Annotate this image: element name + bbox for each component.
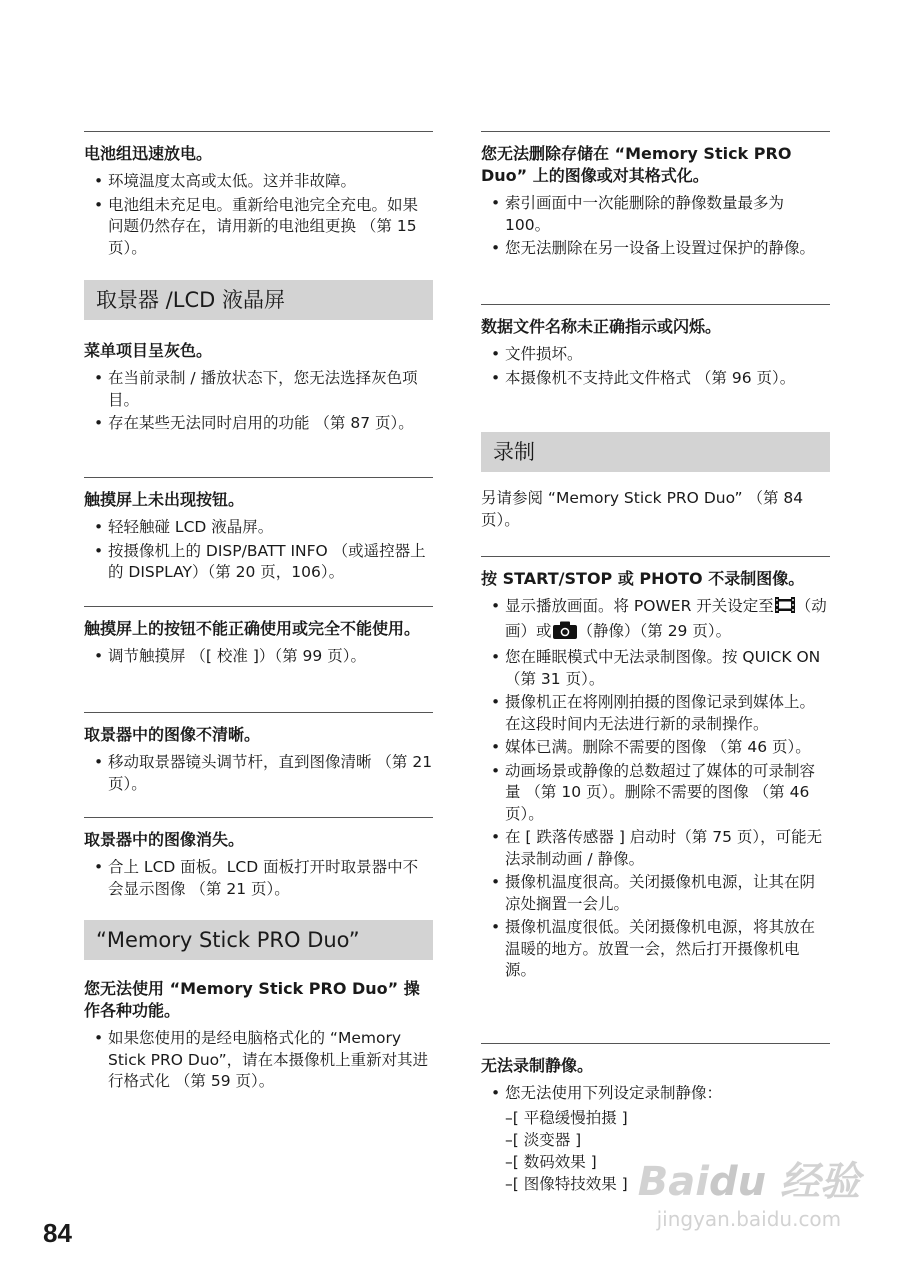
- item-text: （动画）或: [505, 597, 827, 640]
- content-block: [84, 477, 433, 586]
- item-text: 您无法使用下列设定录制静像：: [505, 1084, 723, 1102]
- bullet-icon: •: [491, 873, 501, 891]
- bullet-icon: •: [94, 172, 104, 190]
- list-item: [84, 368, 433, 411]
- divider: [84, 131, 433, 132]
- page-number: 84: [43, 1218, 72, 1248]
- content-block: [481, 131, 830, 262]
- list-item: [481, 692, 830, 735]
- item-text: 您在睡眠模式中无法录制图像。按 QUICK ON （第 31 页）。: [505, 648, 821, 688]
- divider: [481, 304, 830, 305]
- issue-heading: 您无法删除存储在 “Memory Stick PRO Duo” 上的图像或对其格式化。: [481, 144, 792, 185]
- paragraph: 另请参阅 “Memory Stick PRO Duo” （第 84 页）。: [481, 489, 804, 529]
- item-text: 显示播放画面。将 POWER 开关设定至: [505, 597, 774, 615]
- section-title-band: “Memory Stick PRO Duo”: [84, 920, 433, 960]
- bullet-icon: •: [491, 693, 501, 711]
- issue-heading: 触摸屏上的按钮不能正确使用或完全不能使用。: [84, 619, 421, 638]
- watermark-url: jingyan.baidu.com: [656, 1207, 842, 1231]
- divider: [481, 556, 830, 557]
- bullet-icon: •: [491, 368, 501, 387]
- content-block: [84, 978, 433, 1095]
- bullet-icon: •: [491, 1084, 501, 1102]
- sub-item: –[ 数码效果 ]: [505, 1152, 597, 1171]
- section-title-band: 录制: [481, 432, 830, 472]
- bullet-icon: •: [94, 753, 104, 771]
- issue-heading: 触摸屏上未出现按钮。: [84, 490, 245, 509]
- item-text: 摄像机温度很高。关闭摄像机电源，让其在阴凉处搁置一会儿。: [505, 873, 816, 913]
- bullet-icon: •: [491, 648, 501, 666]
- content-block: [84, 340, 433, 437]
- list-item: [84, 171, 433, 193]
- item-text: 在 [ 跌落传感器 ] 启动时（第 75 页），可能无法录制动画 / 静像。: [505, 828, 823, 868]
- content-block: [84, 280, 433, 320]
- bullet-icon: •: [94, 541, 104, 560]
- list-item: [481, 647, 830, 690]
- divider: [84, 712, 433, 713]
- item-text: 摄像机温度很低。关闭摄像机电源，将其放在温暖的地方。放置一会，然后打开摄像机电源。: [505, 918, 816, 979]
- content-block: [84, 131, 433, 261]
- item-text: 按摄像机上的 DISP/BATT INFO （或遥控器上的 DISPLAY）（第 20 页，106）。: [108, 541, 426, 581]
- item-text: 索引画面中一次能删除的静像数量最多为 100。: [505, 194, 785, 234]
- list-item: [84, 646, 433, 668]
- item-text: 存在某些无法同时启用的功能 （第 87 页）。: [108, 414, 414, 432]
- bullet-icon: •: [94, 414, 104, 432]
- bullet-list: [84, 368, 433, 435]
- list-item: [481, 238, 830, 260]
- camera-mode-icon: [553, 621, 577, 646]
- item-text: 环境温度太高或太低。这并非故障。: [108, 172, 357, 190]
- item-text: 本摄像机不支持此文件格式 （第 96 页）。: [505, 368, 796, 387]
- bullet-icon: •: [94, 858, 104, 876]
- bullet-icon: •: [491, 828, 501, 846]
- content-block: [84, 712, 433, 797]
- bullet-icon: •: [94, 1029, 104, 1047]
- bullet-list: [84, 517, 433, 584]
- issue-heading: 电池组迅速放电。: [84, 144, 213, 163]
- sub-item: –[ 图像特技效果 ]: [505, 1174, 628, 1193]
- bullet-list: [84, 646, 433, 668]
- item-text: 移动取景器镜头调节杆，直到图像清晰 （第 21 页）。: [108, 753, 433, 793]
- list-item: [481, 761, 830, 826]
- bullet-icon: •: [94, 647, 104, 665]
- bullet-list: [84, 171, 433, 259]
- divider: [84, 817, 433, 818]
- item-text: 调节触摸屏 （[ 校准 ]）（第 99 页）。: [108, 647, 366, 665]
- list-item: [481, 737, 830, 759]
- issue-heading: 取景器中的图像消失。: [84, 830, 245, 849]
- section-title-band: 取景器 /LCD 液晶屏: [84, 280, 433, 320]
- bullet-list: [481, 193, 830, 260]
- item-text: 电池组未充足电。重新给电池完全充电。如果问题仍然存在，请用新的电池组更换 （第 15 页）。: [108, 195, 419, 257]
- divider: [84, 477, 433, 478]
- list-item: [84, 752, 433, 795]
- list-item: [84, 195, 433, 260]
- bullet-icon: •: [491, 761, 501, 780]
- item-text: 文件损坏。: [505, 345, 583, 363]
- list-item: [84, 1028, 433, 1093]
- issue-heading: 按 START/STOP 或 PHOTO 不录制图像。: [481, 569, 805, 588]
- bullet-icon: •: [491, 597, 501, 615]
- item-text: 摄像机正在将刚刚拍摄的图像记录到媒体上。在这段时间内无法进行新的录制操作。: [505, 693, 816, 733]
- bullet-list: [84, 752, 433, 795]
- issue-heading: 您无法使用 “Memory Stick PRO Duo” 操作各种功能。: [84, 979, 420, 1020]
- divider: [481, 1043, 830, 1044]
- item-text: 轻轻触碰 LCD 液晶屏。: [108, 518, 274, 536]
- bullet-icon: •: [491, 239, 501, 257]
- bullet-list: [84, 1028, 433, 1093]
- content-block: [84, 817, 433, 902]
- bullet-icon: •: [491, 738, 501, 756]
- content-block: [84, 606, 433, 670]
- bullet-icon: •: [94, 518, 104, 536]
- list-item: [481, 872, 830, 915]
- issue-heading: 取景器中的图像不清晰。: [84, 725, 261, 744]
- bullet-icon: •: [94, 195, 104, 214]
- sub-item: –[ 平稳缓慢拍摄 ]: [505, 1108, 628, 1127]
- content-block: [84, 920, 433, 960]
- item-text: （静像）（第 29 页）。: [577, 621, 732, 640]
- list-item: [481, 344, 830, 366]
- item-text: 如果您使用的是经电脑格式化的 “Memory Stick PRO Duo”，请在本摄像机上重新对其进行格式化 （第 59 页）。: [108, 1029, 429, 1090]
- divider: [84, 606, 433, 607]
- bullet-icon: •: [491, 345, 501, 363]
- bullet-list: [481, 344, 830, 389]
- item-text: 在当前录制 / 播放状态下，您无法选择灰色项目。: [108, 369, 418, 409]
- issue-heading: 数据文件名称未正确指示或闪烁。: [481, 317, 722, 336]
- bullet-list: [481, 596, 830, 982]
- list-item: [481, 193, 830, 236]
- bullet-list: [84, 857, 433, 900]
- content-block: [481, 432, 830, 472]
- bullet-list: [481, 1083, 830, 1105]
- issue-heading: 无法录制静像。: [481, 1056, 594, 1075]
- bullet-icon: •: [491, 918, 501, 936]
- bullet-icon: •: [94, 369, 104, 387]
- list-item: [481, 1083, 830, 1105]
- sub-item: –[ 淡变器 ]: [505, 1130, 582, 1149]
- list-item: [84, 517, 433, 539]
- list-item: [481, 917, 830, 982]
- issue-heading: 菜单项目呈灰色。: [84, 341, 213, 360]
- list-item: [84, 413, 433, 435]
- item-text: 动画场景或静像的总数超过了媒体的可录制容量 （第 10 页）。删除不需要的图像 （第 46 页）。: [505, 761, 816, 823]
- item-text: 合上 LCD 面板。LCD 面板打开时取景器中不会显示图像 （第 21 页）。: [108, 858, 419, 898]
- item-text: 媒体已满。删除不需要的图像 （第 46 页）。: [505, 738, 811, 756]
- list-item: [84, 541, 433, 584]
- content-block: [481, 487, 830, 531]
- content-block: [481, 304, 830, 391]
- list-item: [84, 857, 433, 900]
- list-item: [481, 368, 830, 390]
- bullet-icon: •: [491, 194, 501, 212]
- content-block: [481, 556, 830, 984]
- baidu-watermark: Baidu 经验 jingyan.baidu.com: [637, 1159, 860, 1231]
- list-item: [481, 596, 830, 645]
- list-item: [481, 827, 830, 870]
- divider: [481, 131, 830, 132]
- movie-mode-icon: [775, 596, 795, 621]
- item-text: 您无法删除在另一设备上设置过保护的静像。: [505, 239, 816, 257]
